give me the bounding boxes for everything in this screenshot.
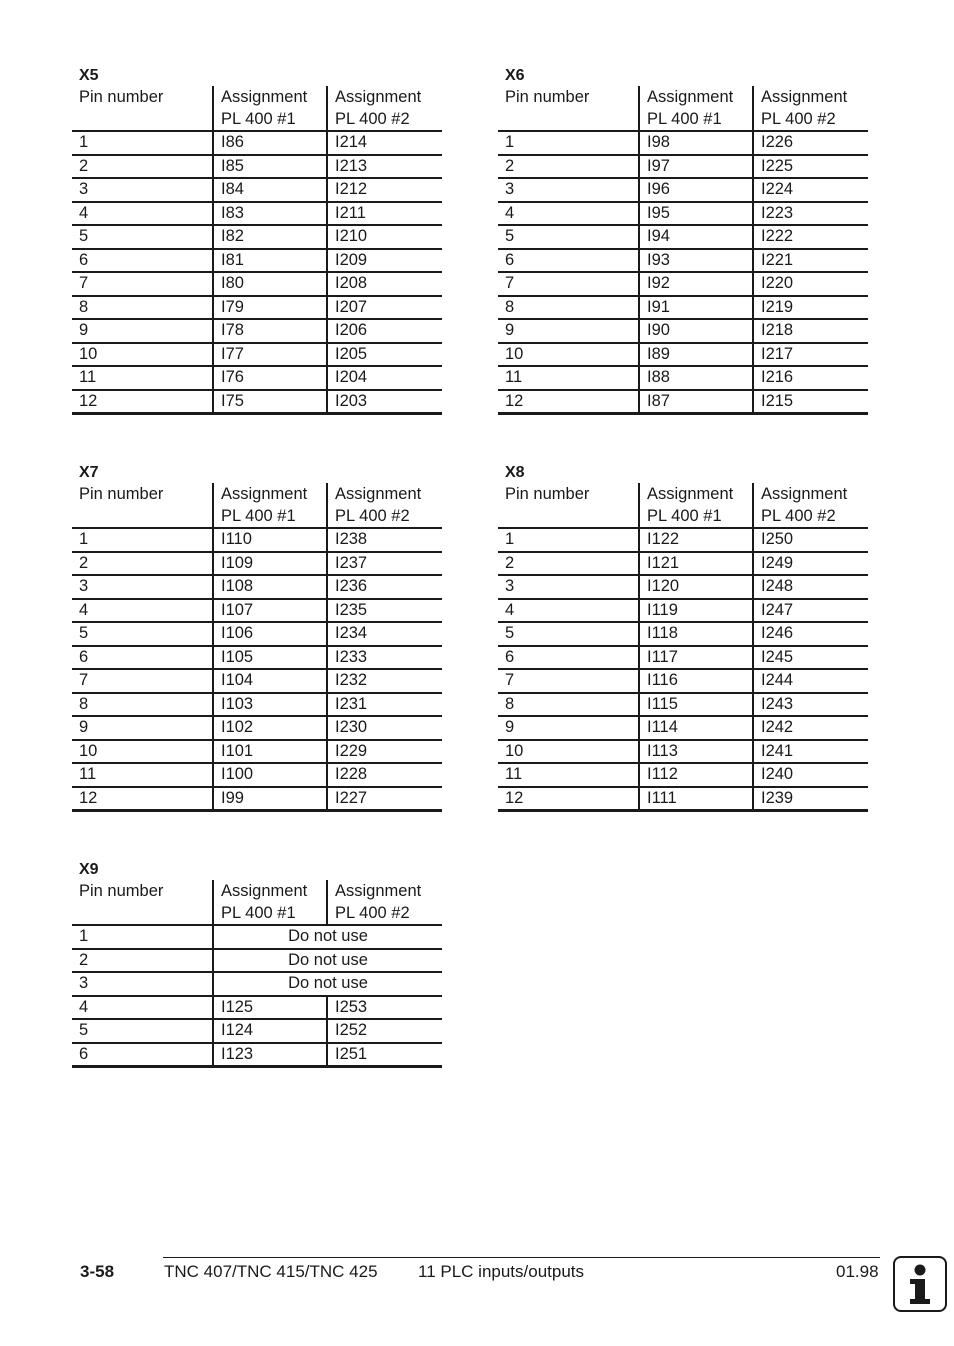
header-assignment-1	[213, 86, 327, 131]
assignment-1-cell: I83	[213, 202, 327, 226]
table-row	[498, 225, 868, 249]
table-row	[72, 787, 442, 811]
info-icon-glyph	[895, 1258, 945, 1310]
pin-number-cell: 4	[72, 996, 213, 1020]
header-assignment-1-line1: Assignment	[221, 882, 308, 900]
info-icon[interactable]	[893, 1256, 947, 1312]
pin-number-cell: 12	[498, 787, 639, 811]
header-assignment-1	[639, 86, 753, 131]
assignment-1-cell: I101	[213, 740, 327, 764]
header-assignment-2-line2: PL 400 #2	[761, 507, 836, 525]
pin-assignment-table	[72, 86, 442, 415]
assignment-2-cell: I235	[327, 599, 442, 623]
header-pin-number: Pin number	[498, 86, 639, 131]
header-assignment-2	[327, 86, 442, 131]
table-row	[498, 528, 868, 552]
assignment-1-cell: I84	[213, 178, 327, 202]
table-title: X5	[79, 67, 99, 84]
assignment-1-cell: I102	[213, 716, 327, 740]
pin-number-cell: 7	[72, 669, 213, 693]
header-assignment-2-line1: Assignment	[335, 882, 422, 900]
table-row	[72, 343, 442, 367]
pin-number-cell: 2	[72, 155, 213, 179]
table-row	[498, 646, 868, 670]
table-row	[498, 575, 868, 599]
header-assignment-2	[327, 880, 442, 925]
assignment-2-cell: I216	[753, 366, 868, 390]
assignment-1-cell: I107	[213, 599, 327, 623]
header-assignment-2-line1: Assignment	[335, 485, 422, 503]
table-row	[498, 249, 868, 273]
table-header-row	[72, 86, 442, 131]
assignment-1-cell: I82	[213, 225, 327, 249]
header-pin-number: Pin number	[72, 880, 213, 925]
assignment-2-cell: I248	[753, 575, 868, 599]
assignment-2-cell: I225	[753, 155, 868, 179]
assignment-1-cell: I105	[213, 646, 327, 670]
table-row	[498, 272, 868, 296]
table-row	[72, 296, 442, 320]
table-row	[498, 319, 868, 343]
pin-number-cell: 8	[72, 296, 213, 320]
table-row	[498, 787, 868, 811]
table-row	[72, 669, 442, 693]
assignment-2-cell: I253	[327, 996, 442, 1020]
assignment-2-cell: I236	[327, 575, 442, 599]
table-row	[72, 925, 442, 949]
assignment-2-cell: I210	[327, 225, 442, 249]
assignment-1-cell: I122	[639, 528, 753, 552]
table-row	[498, 693, 868, 717]
header-assignment-2-line1: Assignment	[761, 485, 848, 503]
assignment-1-cell: I110	[213, 528, 327, 552]
pin-number-cell: 11	[72, 763, 213, 787]
header-assignment-1-line2: PL 400 #1	[221, 904, 296, 922]
assignment-1-cell: I87	[639, 390, 753, 414]
pin-assignment-table	[72, 880, 442, 1068]
pin-number-cell: 4	[498, 202, 639, 226]
table-row	[72, 131, 442, 155]
assignment-1-cell: I98	[639, 131, 753, 155]
pin-number-cell: 6	[72, 1043, 213, 1067]
pin-number-cell: 8	[498, 693, 639, 717]
assignment-2-cell: I242	[753, 716, 868, 740]
assignment-1-cell: I112	[639, 763, 753, 787]
table-row	[498, 390, 868, 414]
pin-number-cell: 1	[72, 528, 213, 552]
pin-number-cell: 12	[498, 390, 639, 414]
assignment-2-cell: I214	[327, 131, 442, 155]
table-row	[498, 131, 868, 155]
table-row	[72, 622, 442, 646]
assignment-1-cell: I99	[213, 787, 327, 811]
assignment-1-cell: I118	[639, 622, 753, 646]
pin-number-cell: 7	[498, 669, 639, 693]
assignment-2-cell: I222	[753, 225, 868, 249]
table-row	[72, 272, 442, 296]
assignment-2-cell: I220	[753, 272, 868, 296]
header-assignment-2	[753, 86, 868, 131]
pin-number-cell: 1	[72, 925, 213, 949]
table-row	[498, 343, 868, 367]
table-row	[72, 716, 442, 740]
assignment-1-cell: I75	[213, 390, 327, 414]
do-not-use-cell: Do not use	[213, 925, 442, 949]
assignment-2-cell: I223	[753, 202, 868, 226]
pin-number-cell: 2	[72, 949, 213, 973]
assignment-2-cell: I247	[753, 599, 868, 623]
table-x7-block	[72, 465, 442, 812]
assignment-1-cell: I113	[639, 740, 753, 764]
table-row	[498, 552, 868, 576]
pin-number-cell: 9	[72, 319, 213, 343]
assignment-1-cell: I93	[639, 249, 753, 273]
assignment-2-cell: I206	[327, 319, 442, 343]
table-row	[72, 1019, 442, 1043]
header-assignment-2-line2: PL 400 #2	[761, 110, 836, 128]
pin-number-cell: 3	[72, 178, 213, 202]
table-row	[72, 599, 442, 623]
assignment-2-cell: I230	[327, 716, 442, 740]
header-pin-number: Pin number	[72, 86, 213, 131]
header-assignment-1	[213, 880, 327, 925]
assignment-1-cell: I95	[639, 202, 753, 226]
header-assignment-2-line1: Assignment	[335, 88, 422, 106]
footer-rule	[163, 1257, 880, 1258]
pin-number-cell: 9	[72, 716, 213, 740]
table-row	[72, 972, 442, 996]
table-x8-block	[498, 465, 868, 812]
pin-number-cell: 6	[72, 646, 213, 670]
assignment-2-cell: I226	[753, 131, 868, 155]
pin-number-cell: 6	[498, 249, 639, 273]
table-x5-block	[72, 68, 442, 415]
pin-number-cell: 11	[498, 763, 639, 787]
assignment-2-cell: I240	[753, 763, 868, 787]
assignment-2-cell: I217	[753, 343, 868, 367]
assignment-1-cell: I125	[213, 996, 327, 1020]
header-assignment-2-line2: PL 400 #2	[335, 904, 410, 922]
pin-number-cell: 4	[72, 599, 213, 623]
header-assignment-1-line2: PL 400 #1	[647, 507, 722, 525]
pin-number-cell: 8	[498, 296, 639, 320]
assignment-2-cell: I218	[753, 319, 868, 343]
assignment-1-cell: I85	[213, 155, 327, 179]
assignment-2-cell: I246	[753, 622, 868, 646]
assignment-2-cell: I211	[327, 202, 442, 226]
pin-number-cell: 9	[498, 716, 639, 740]
table-row	[72, 528, 442, 552]
pin-assignment-table	[72, 483, 442, 812]
assignment-2-cell: I228	[327, 763, 442, 787]
assignment-1-cell: I124	[213, 1019, 327, 1043]
header-assignment-1	[213, 483, 327, 528]
assignment-1-cell: I115	[639, 693, 753, 717]
assignment-1-cell: I94	[639, 225, 753, 249]
table-row	[498, 202, 868, 226]
assignment-1-cell: I91	[639, 296, 753, 320]
pin-number-cell: 3	[72, 575, 213, 599]
pin-number-cell: 3	[72, 972, 213, 996]
pin-number-cell: 10	[72, 343, 213, 367]
assignment-1-cell: I79	[213, 296, 327, 320]
chapter-title: 11 PLC inputs/outputs	[418, 1262, 585, 1281]
assignment-1-cell: I121	[639, 552, 753, 576]
assignment-2-cell: I221	[753, 249, 868, 273]
assignment-1-cell: I117	[639, 646, 753, 670]
header-pin-number: Pin number	[72, 483, 213, 528]
assignment-2-cell: I215	[753, 390, 868, 414]
pin-number-cell: 7	[72, 272, 213, 296]
table-row	[72, 1043, 442, 1067]
assignment-2-cell: I243	[753, 693, 868, 717]
assignment-1-cell: I123	[213, 1043, 327, 1067]
page-number: 3-58	[80, 1262, 115, 1281]
assignment-1-cell: I103	[213, 693, 327, 717]
assignment-2-cell: I234	[327, 622, 442, 646]
pin-number-cell: 4	[72, 202, 213, 226]
product-name: TNC 407/TNC 415/TNC 425	[164, 1262, 378, 1281]
table-row	[72, 390, 442, 414]
header-assignment-1-line2: PL 400 #1	[647, 110, 722, 128]
table-row	[72, 178, 442, 202]
assignment-1-cell: I88	[639, 366, 753, 390]
header-assignment-2-line2: PL 400 #2	[335, 110, 410, 128]
assignment-1-cell: I109	[213, 552, 327, 576]
table-row	[498, 669, 868, 693]
pin-number-cell: 1	[498, 131, 639, 155]
table-title: X6	[505, 67, 525, 84]
table-row	[498, 155, 868, 179]
table-title: X8	[505, 464, 525, 481]
assignment-1-cell: I111	[639, 787, 753, 811]
table-header-row	[498, 86, 868, 131]
table-header-row	[72, 483, 442, 528]
assignment-1-cell: I76	[213, 366, 327, 390]
assignment-1-cell: I78	[213, 319, 327, 343]
table-row	[72, 319, 442, 343]
assignment-1-cell: I80	[213, 272, 327, 296]
pin-number-cell: 5	[498, 225, 639, 249]
assignment-1-cell: I97	[639, 155, 753, 179]
assignment-1-cell: I116	[639, 669, 753, 693]
header-assignment-2	[753, 483, 868, 528]
pin-number-cell: 9	[498, 319, 639, 343]
table-row	[498, 716, 868, 740]
table-row	[498, 296, 868, 320]
table-title: X9	[79, 861, 99, 878]
pin-number-cell: 12	[72, 787, 213, 811]
assignment-2-cell: I207	[327, 296, 442, 320]
pin-number-cell: 5	[72, 622, 213, 646]
pin-number-cell: 6	[72, 249, 213, 273]
table-row	[72, 996, 442, 1020]
table-row	[72, 155, 442, 179]
pin-number-cell: 5	[72, 225, 213, 249]
table-title: X7	[79, 464, 99, 481]
pin-number-cell: 4	[498, 599, 639, 623]
assignment-1-cell: I100	[213, 763, 327, 787]
table-row	[498, 622, 868, 646]
pin-number-cell: 5	[498, 622, 639, 646]
table-row	[72, 949, 442, 973]
pin-number-cell: 7	[498, 272, 639, 296]
pin-number-cell: 3	[498, 575, 639, 599]
assignment-2-cell: I203	[327, 390, 442, 414]
header-pin-number: Pin number	[498, 483, 639, 528]
pin-number-cell: 1	[498, 528, 639, 552]
assignment-1-cell: I92	[639, 272, 753, 296]
assignment-1-cell: I119	[639, 599, 753, 623]
table-header-row	[498, 483, 868, 528]
assignment-1-cell: I108	[213, 575, 327, 599]
pin-number-cell: 5	[72, 1019, 213, 1043]
assignment-2-cell: I213	[327, 155, 442, 179]
header-assignment-1-line1: Assignment	[647, 485, 734, 503]
assignment-1-cell: I114	[639, 716, 753, 740]
assignment-1-cell: I86	[213, 131, 327, 155]
assignment-2-cell: I232	[327, 669, 442, 693]
assignment-1-cell: I77	[213, 343, 327, 367]
assignment-2-cell: I205	[327, 343, 442, 367]
assignment-2-cell: I245	[753, 646, 868, 670]
assignment-1-cell: I89	[639, 343, 753, 367]
assignment-2-cell: I241	[753, 740, 868, 764]
assignment-2-cell: I250	[753, 528, 868, 552]
assignment-2-cell: I252	[327, 1019, 442, 1043]
assignment-1-cell: I96	[639, 178, 753, 202]
pin-number-cell: 10	[498, 343, 639, 367]
table-row	[72, 740, 442, 764]
assignment-2-cell: I209	[327, 249, 442, 273]
assignment-1-cell: I120	[639, 575, 753, 599]
pin-number-cell: 11	[72, 366, 213, 390]
pin-number-cell: 11	[498, 366, 639, 390]
pin-number-cell: 6	[498, 646, 639, 670]
assignment-1-cell: I90	[639, 319, 753, 343]
table-row	[72, 249, 442, 273]
table-row	[498, 366, 868, 390]
pin-number-cell: 12	[72, 390, 213, 414]
table-row	[72, 225, 442, 249]
pin-number-cell: 3	[498, 178, 639, 202]
assignment-2-cell: I244	[753, 669, 868, 693]
header-assignment-1-line1: Assignment	[647, 88, 734, 106]
table-row	[72, 575, 442, 599]
assignment-2-cell: I227	[327, 787, 442, 811]
assignment-2-cell: I224	[753, 178, 868, 202]
pin-number-cell: 2	[498, 552, 639, 576]
table-row	[72, 693, 442, 717]
table-row	[72, 366, 442, 390]
table-x6-block	[498, 68, 868, 415]
assignment-1-cell: I104	[213, 669, 327, 693]
table-x9-block	[72, 862, 442, 1068]
header-assignment-1-line2: PL 400 #1	[221, 110, 296, 128]
pin-number-cell: 10	[498, 740, 639, 764]
do-not-use-cell: Do not use	[213, 949, 442, 973]
assignment-2-cell: I233	[327, 646, 442, 670]
header-assignment-2-line1: Assignment	[761, 88, 848, 106]
assignment-2-cell: I231	[327, 693, 442, 717]
pin-assignment-table	[498, 483, 868, 812]
assignment-2-cell: I237	[327, 552, 442, 576]
assignment-2-cell: I238	[327, 528, 442, 552]
header-assignment-1-line2: PL 400 #1	[221, 507, 296, 525]
table-row	[72, 763, 442, 787]
table-row	[498, 178, 868, 202]
header-assignment-1	[639, 483, 753, 528]
assignment-2-cell: I212	[327, 178, 442, 202]
pin-number-cell: 1	[72, 131, 213, 155]
assignment-2-cell: I229	[327, 740, 442, 764]
header-assignment-2	[327, 483, 442, 528]
header-assignment-1-line1: Assignment	[221, 485, 308, 503]
pin-number-cell: 10	[72, 740, 213, 764]
do-not-use-cell: Do not use	[213, 972, 442, 996]
assignment-1-cell: I81	[213, 249, 327, 273]
table-row	[498, 763, 868, 787]
assignment-2-cell: I239	[753, 787, 868, 811]
table-header-row	[72, 880, 442, 925]
pin-number-cell: 8	[72, 693, 213, 717]
assignment-1-cell: I106	[213, 622, 327, 646]
pin-number-cell: 2	[72, 552, 213, 576]
pin-assignment-table	[498, 86, 868, 415]
assignment-2-cell: I251	[327, 1043, 442, 1067]
table-row	[498, 740, 868, 764]
header-assignment-1-line1: Assignment	[221, 88, 308, 106]
table-row	[498, 599, 868, 623]
assignment-2-cell: I204	[327, 366, 442, 390]
assignment-2-cell: I208	[327, 272, 442, 296]
table-row	[72, 202, 442, 226]
header-assignment-2-line2: PL 400 #2	[335, 507, 410, 525]
document-date: 01.98	[836, 1262, 879, 1281]
assignment-2-cell: I249	[753, 552, 868, 576]
assignment-2-cell: I219	[753, 296, 868, 320]
pin-number-cell: 2	[498, 155, 639, 179]
table-row	[72, 552, 442, 576]
table-row	[72, 646, 442, 670]
